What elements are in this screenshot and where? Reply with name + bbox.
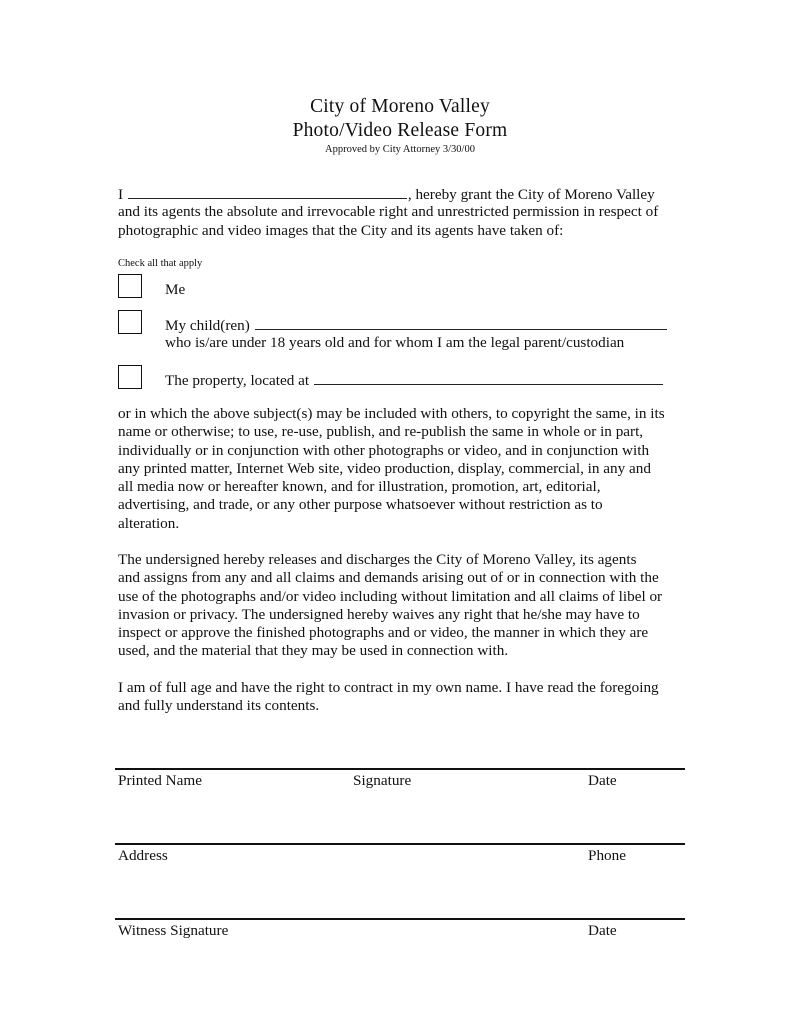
option-children-label: My child(ren) (165, 317, 250, 334)
paragraph-line: advertising, and trade, or any other purpose whatsoever without restriction as to (118, 496, 603, 514)
option-children-subtext: who is/are under 18 years old and for whom I am the legal parent/custodian (165, 334, 625, 351)
form-title: Photo/Video Release Form (292, 120, 508, 141)
paragraph-line: and assigns from any and all claims and demands arising out of or in connection with the (118, 569, 659, 587)
paragraph-line: or in which the above subject(s) may be included with others, to copyright the same, in its (118, 405, 665, 422)
witness-date-label: Date (588, 922, 617, 939)
signature-line-3[interactable] (115, 918, 685, 920)
paragraph-line: all media now or hereafter known, and for illustration, promotion, art, editorial, (118, 478, 601, 496)
paragraph-line: The undersigned hereby releases and discharges the City of Moreno Valley, its agents (118, 551, 637, 568)
paragraph-line: and fully understand its contents. (118, 697, 320, 715)
witness-signature-label: Witness Signature (118, 922, 229, 939)
children-names-field[interactable] (255, 316, 667, 330)
paragraph-line: any printed matter, Internet Web site, video production, display, commercial, in any and (118, 459, 651, 477)
paragraph-line: alteration. (118, 514, 180, 532)
printed-name-label: Printed Name (118, 772, 202, 789)
option-property-label: The property, located at (165, 372, 310, 389)
paragraph-line: I am of full age and have the right to contract in my own name. I have read the foregoing (118, 679, 659, 696)
paragraph-line: use of the photographs and/or video including without limitation and all claims of libel or (118, 587, 663, 605)
grant-line2: and its agents the absolute and irrevocable right and unrestricted permission in respect of (118, 203, 659, 221)
release-paragraph (118, 551, 698, 661)
grant-prefix: I (118, 186, 124, 203)
acknowledgement-paragraph (118, 679, 698, 716)
option-children (165, 316, 668, 335)
option-property (165, 371, 664, 390)
property-address-field[interactable] (314, 371, 663, 385)
grant-line1-suffix: , hereby grant the City of Moreno Valley (407, 186, 655, 203)
option-me-label: Me (165, 281, 186, 298)
signature-line-1[interactable] (115, 768, 685, 770)
checkbox-children[interactable] (118, 310, 142, 334)
phone-label: Phone (588, 847, 626, 864)
date-label: Date (588, 772, 617, 789)
grant-line3: photographic and video images that the City and its agents have taken of: (118, 221, 564, 239)
form-title-city: City of Moreno Valley (310, 96, 490, 117)
checkbox-me[interactable] (118, 274, 142, 298)
paragraph-line: inspect or approve the finished photographs and or video, the manner in which they are (118, 624, 649, 642)
paragraph-line: individually or in conjunction with other photographs or video, and in conjunction with (118, 441, 650, 459)
paragraph-line: name or otherwise; to use, re-use, publish, and re-publish the same in whole or in part, (118, 423, 644, 441)
approval-note: Approved by City Attorney 3/30/00 (325, 144, 475, 155)
rights-paragraph (118, 405, 698, 533)
signature-label: Signature (353, 772, 412, 789)
check-all-note: Check all that apply (118, 258, 203, 269)
grantor-name-field[interactable] (128, 185, 407, 199)
address-label: Address (118, 847, 168, 864)
paragraph-line: used, and the material that they may be used in connection with. (118, 642, 509, 660)
grant-statement (118, 185, 698, 240)
checkbox-property[interactable] (118, 365, 142, 389)
signature-line-2[interactable] (115, 843, 685, 845)
paragraph-line: invasion or privacy. The undersigned hereby waives any right that he/she may have to (118, 605, 640, 623)
